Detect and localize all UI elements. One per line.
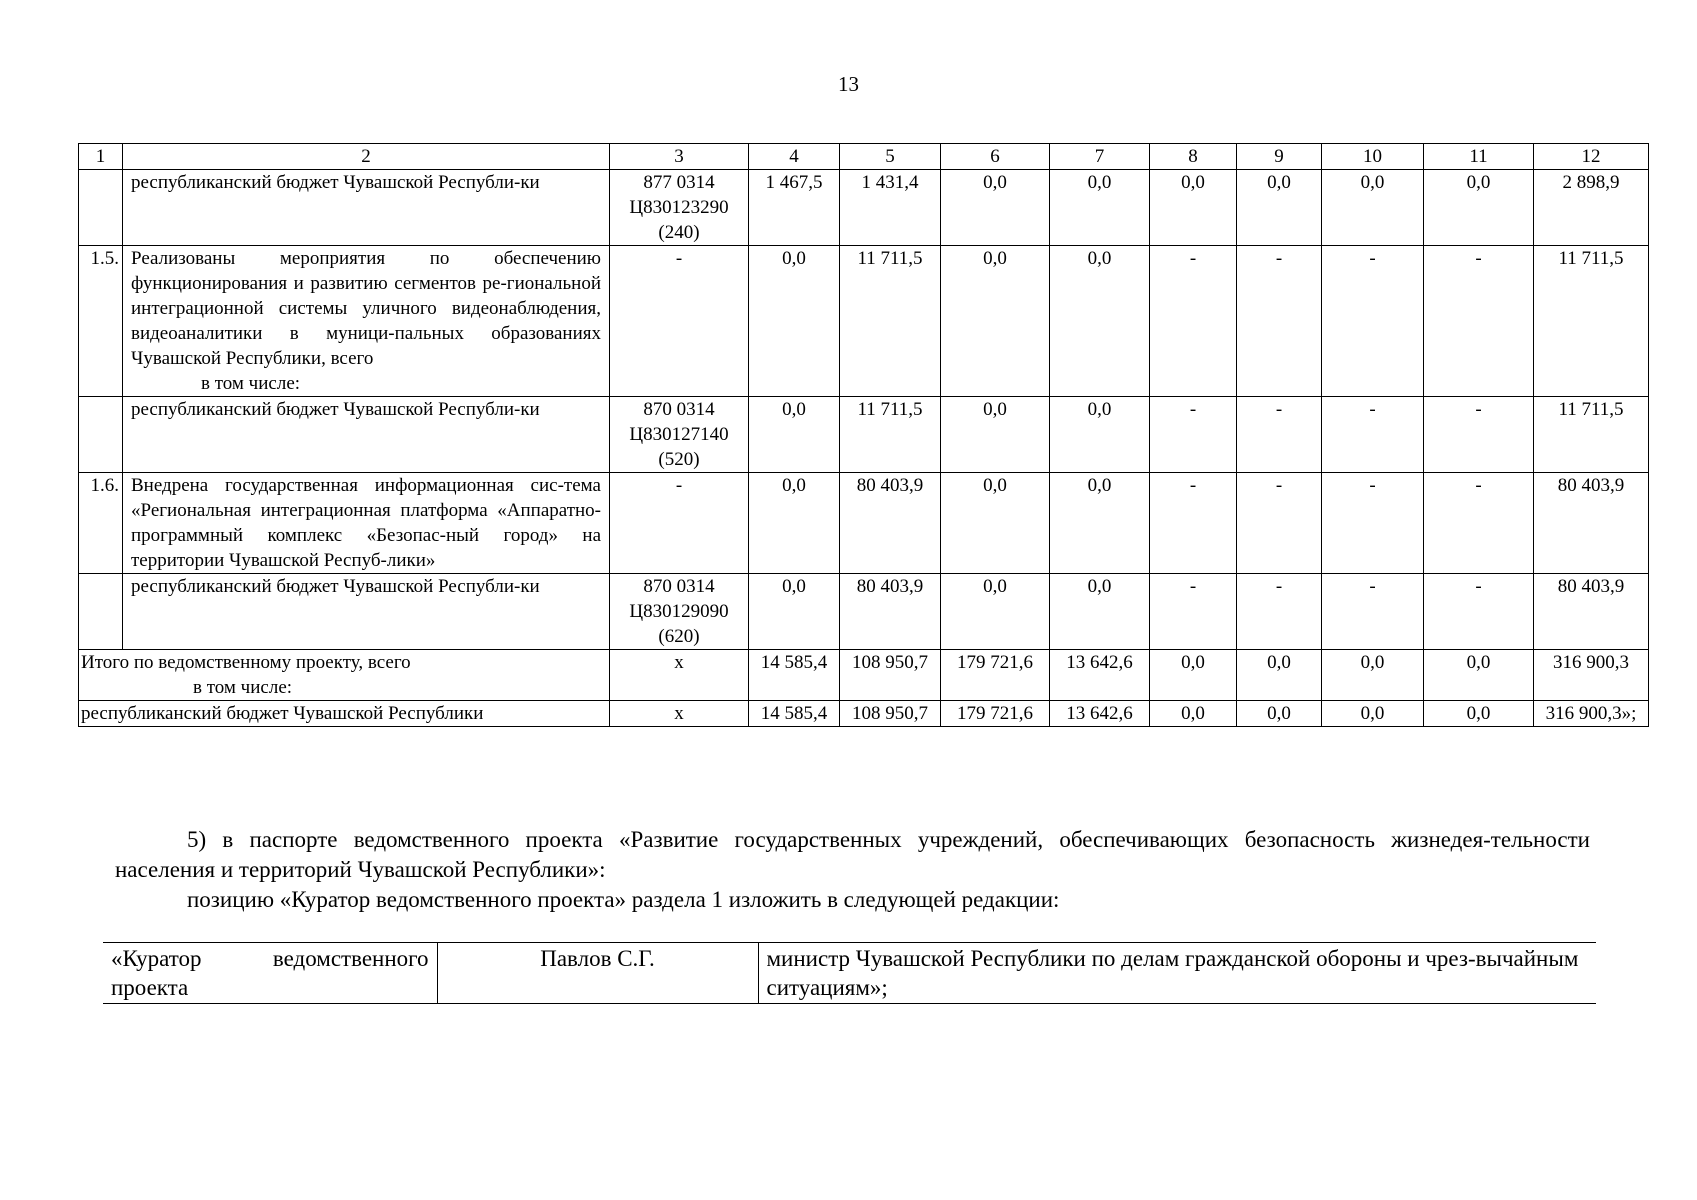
row-value: - — [1150, 246, 1237, 397]
row-value: 0,0 — [1322, 170, 1424, 246]
row-value: 0,0 — [1424, 170, 1534, 246]
row-name-text: Реализованы мероприятия по обеспечению функционирования и развитию сегментов ре-гиональной интеграционной системы уличного видеонаблюдения, видеоаналитики в муници-пальных образованиях Чувашской Республики, всего — [131, 248, 601, 369]
row-name-text: республиканский бюджет Чувашской Республи-ки — [131, 576, 540, 597]
row-value: 0,0 — [941, 473, 1050, 574]
row-code — [610, 473, 749, 574]
row-value: - — [1424, 574, 1534, 650]
row-name-text: республиканский бюджет Чувашской Республи-ки — [131, 172, 540, 193]
total-budget-value: 14 585,4 — [749, 701, 840, 727]
total-budget-value: 108 950,7 — [840, 701, 941, 727]
curator-name: Павлов С.Г. — [437, 943, 758, 1004]
table-row — [79, 170, 1649, 246]
row-value: - — [1424, 397, 1534, 473]
row-value: 0,0 — [749, 397, 840, 473]
header-cell: 9 — [1237, 144, 1322, 170]
total-value: 14 585,4 — [749, 650, 840, 701]
row-value: - — [1424, 473, 1534, 574]
row-name — [123, 246, 610, 397]
row-value: - — [1150, 473, 1237, 574]
row-value: 0,0 — [941, 397, 1050, 473]
total-budget-value: 0,0 — [1150, 701, 1237, 727]
row-code-text: 870 0314 Ц830127140 (520) — [629, 399, 729, 470]
table-row — [79, 397, 1649, 473]
row-value: - — [1322, 246, 1424, 397]
row-name — [123, 473, 610, 574]
row-value: 0,0 — [1050, 397, 1150, 473]
paragraph-item-5: 5) в паспорте ведомственного проекта «Развитие государственных учреждений, обеспечивающих безопасность жизнедея-тельности населения и территорий Чувашской Республики»: — [115, 827, 1590, 882]
total-value: 0,0 — [1150, 650, 1237, 701]
total-budget-value: 316 900,3»; — [1534, 701, 1649, 727]
row-value: 0,0 — [1050, 473, 1150, 574]
row-value: 11 711,5 — [1534, 246, 1649, 397]
total-value: 316 900,3 — [1534, 650, 1649, 701]
total-budget-value: 0,0 — [1424, 701, 1534, 727]
total-budget-code: х — [610, 701, 749, 727]
row-number: 1.5. — [79, 246, 123, 397]
row-value: 80 403,9 — [1534, 473, 1649, 574]
total-code: х — [610, 650, 749, 701]
row-code — [610, 170, 749, 246]
row-value: 80 403,9 — [840, 473, 941, 574]
total-budget-label: республиканский бюджет Чувашской Республики — [79, 701, 610, 727]
row-code-text: - — [675, 475, 683, 496]
row-name — [123, 397, 610, 473]
curator-table — [103, 942, 1596, 1004]
row-value: 1 431,4 — [840, 170, 941, 246]
row-name — [123, 170, 610, 246]
row-value: 0,0 — [1050, 574, 1150, 650]
page-number: 13 — [838, 72, 859, 96]
row-code-text: - — [675, 248, 683, 269]
row-code — [610, 246, 749, 397]
row-value: - — [1237, 473, 1322, 574]
total-value: 13 642,6 — [1050, 650, 1150, 701]
total-budget-value: 0,0 — [1237, 701, 1322, 727]
total-value: 0,0 — [1424, 650, 1534, 701]
header-cell: 6 — [941, 144, 1050, 170]
row-value: 0,0 — [1150, 170, 1237, 246]
row-value: 0,0 — [1050, 170, 1150, 246]
row-including-label: в том числе: — [201, 373, 301, 394]
row-value: 0,0 — [941, 170, 1050, 246]
row-code — [610, 574, 749, 650]
row-value: - — [1150, 574, 1237, 650]
row-value: 2 898,9 — [1534, 170, 1649, 246]
table-row — [79, 574, 1649, 650]
row-value: 1 467,5 — [749, 170, 840, 246]
row-value: 11 711,5 — [840, 246, 941, 397]
total-value: 0,0 — [1322, 650, 1424, 701]
row-code — [610, 397, 749, 473]
row-value: 11 711,5 — [1534, 397, 1649, 473]
row-value: 0,0 — [1237, 170, 1322, 246]
row-value: 0,0 — [941, 246, 1050, 397]
total-value: 0,0 — [1237, 650, 1322, 701]
header-cell: 11 — [1424, 144, 1534, 170]
total-budget-value: 179 721,6 — [941, 701, 1050, 727]
header-cell: 10 — [1322, 144, 1424, 170]
paragraph-instruction: позицию «Куратор ведомственного проекта» раздела 1 изложить в следующей редакции: — [187, 887, 1060, 912]
total-row — [79, 650, 1649, 701]
row-value: - — [1424, 246, 1534, 397]
budget-table — [78, 143, 1649, 727]
row-value: 0,0 — [749, 246, 840, 397]
total-label: Итого по ведомственному проекту, всего в том числе: — [79, 650, 610, 701]
row-name-text: Внедрена государственная информационная сис-тема «Региональная интеграционная платформа «Аппаратно-программный комплекс «Безопас-ный город» на территории Чувашской Респуб-лики» — [131, 475, 601, 571]
row-value: 0,0 — [941, 574, 1050, 650]
header-cell: 12 — [1534, 144, 1649, 170]
header-cell: 2 — [123, 144, 610, 170]
row-code-text: 877 0314 Ц830123290 (240) — [629, 172, 729, 243]
total-value: 108 950,7 — [840, 650, 941, 701]
table-header-row — [79, 144, 1649, 170]
row-number — [79, 170, 123, 246]
total-value: 179 721,6 — [941, 650, 1050, 701]
header-cell: 7 — [1050, 144, 1150, 170]
header-cell: 8 — [1150, 144, 1237, 170]
row-value: - — [1237, 397, 1322, 473]
table-row — [79, 473, 1649, 574]
row-value: - — [1150, 397, 1237, 473]
row-value: 11 711,5 — [840, 397, 941, 473]
row-value: 80 403,9 — [1534, 574, 1649, 650]
header-cell: 3 — [610, 144, 749, 170]
row-code-text: 870 0314 Ц830129090 (620) — [629, 576, 729, 647]
row-value: - — [1322, 574, 1424, 650]
total-budget-row — [79, 701, 1649, 727]
row-name-text: республиканский бюджет Чувашской Республи-ки — [131, 399, 540, 420]
total-budget-value: 0,0 — [1322, 701, 1424, 727]
row-value: - — [1237, 574, 1322, 650]
row-value: - — [1237, 246, 1322, 397]
row-name — [123, 574, 610, 650]
total-budget-value: 13 642,6 — [1050, 701, 1150, 727]
curator-row — [103, 943, 1596, 1004]
row-value: - — [1322, 397, 1424, 473]
row-value: 0,0 — [1050, 246, 1150, 397]
header-cell: 5 — [840, 144, 941, 170]
row-value: 0,0 — [749, 473, 840, 574]
row-number: 1.6. — [79, 473, 123, 574]
row-value: 0,0 — [749, 574, 840, 650]
row-value: - — [1322, 473, 1424, 574]
header-cell: 4 — [749, 144, 840, 170]
row-number — [79, 574, 123, 650]
row-value: 80 403,9 — [840, 574, 941, 650]
table-row — [79, 246, 1649, 397]
header-cell: 1 — [79, 144, 123, 170]
row-number — [79, 397, 123, 473]
curator-label: «Куратор ведомственного проекта — [103, 943, 437, 1004]
curator-position: министр Чувашской Республики по делам гражданской обороны и чрез-вычайным ситуациям»; — [758, 943, 1596, 1004]
